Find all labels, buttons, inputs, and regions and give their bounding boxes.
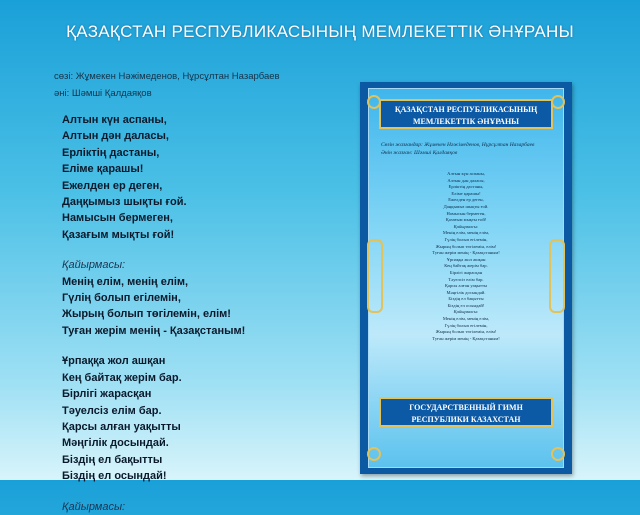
- lyric-line: Қарсы алған уақытты: [62, 420, 181, 433]
- refrain-label: Қайырмасы:: [62, 259, 126, 272]
- poster-lyric-line: Қарсы алған уақытты: [444, 283, 488, 289]
- stanza-gap: [62, 243, 362, 257]
- poster-lyric-line: Ежелден ер деген,: [448, 197, 484, 203]
- lyric-line: Жырың болып төгілемін, елім!: [62, 308, 231, 321]
- poster-lyric-line: Мәңгілік досындай.: [446, 289, 486, 295]
- poster-lyric-line: Алтын күн аспаны,: [447, 171, 485, 176]
- poster-lyric-line: Гүлің болып егілемін,: [444, 236, 488, 242]
- poster-credit-music: Әнін жазған: Шәмші Қалдаяқов: [381, 150, 458, 156]
- poster-refrain-label: Қайырмасы:: [453, 309, 479, 315]
- poster-lyric-line: Бірлігі жарасқан: [449, 269, 483, 275]
- lyric-line: Ерліктің дастаны,: [62, 146, 160, 159]
- poster-lyric-line: Кең байтақ жерім бар.: [444, 263, 488, 269]
- poster-refrain-label: Қайырмасы:: [453, 223, 479, 229]
- poster-lyric-line: Еліме қарашы!: [451, 190, 481, 196]
- lyric-line: Алтын күн аспаны,: [62, 114, 167, 126]
- poster-lyric-line: Гүлің болып егілемін,: [444, 322, 488, 328]
- poster-lyric-line: Біздің ел осындай!: [447, 302, 485, 308]
- lyric-line: Біздің ел бақытты: [62, 453, 163, 466]
- ornament-icon: [551, 447, 565, 461]
- credit-words: сөзі: Жұмекен Нәжімеденов, Нұрсұлтан Назарбаев: [54, 71, 280, 82]
- ornament-icon: [367, 239, 383, 313]
- poster-lyric-line: Ерліктің дастаны,: [448, 184, 484, 190]
- poster-credit-words: Сөзін жазғандар: Жұмекен Нәжімеденов, Нұрсұлтан Назарбаев: [381, 142, 535, 148]
- poster-lyric-line: Жырың болып төгілемін, елім!: [435, 243, 497, 249]
- poster-bottom-banner: ГОСУДАРСТВЕННЫЙ ГИМН РЕСПУБЛИКИ КАЗАХСТАН: [379, 397, 553, 427]
- poster-lyric-line: Ұрпаққа жол ашқан: [446, 256, 486, 262]
- lyric-line: Ұрпаққа жол ашқан: [62, 355, 166, 368]
- lyric-line: Еліме қарашы!: [62, 163, 144, 176]
- poster-lyric-line: Менің елім, менің елім,: [442, 316, 490, 322]
- refrain-label: Қайырмасы:: [62, 500, 126, 513]
- lyric-line: Алтын дән даласы,: [62, 130, 169, 143]
- stanza-gap: [62, 339, 362, 353]
- poster-lyric-line: Туған жерім менің - Қазақстаным!: [432, 335, 500, 341]
- lyric-line: Мәңгілік досындай.: [62, 437, 169, 450]
- lyric-line: Ежелден ер деген,: [62, 179, 163, 192]
- poster-title-banner: ҚАЗАҚСТАН РЕСПУБЛИКАСЫНЫҢ МЕМЛЕКЕТТІК ӘНҰРАНЫ: [379, 99, 553, 129]
- ornament-icon: [367, 447, 381, 461]
- lyric-line: Менің елім, менің елім,: [62, 275, 189, 288]
- poster-lyrics: [391, 171, 541, 391]
- poster-lyric-line: Біздің ел бақытты: [448, 296, 484, 302]
- lyric-line: Бірлігі жарасқан: [62, 388, 152, 401]
- poster-lyric-line: Тәуелсіз елім бар.: [448, 276, 484, 282]
- lyric-line: Біздің ел осындай!: [62, 470, 167, 483]
- anthem-lyrics: [62, 112, 362, 515]
- poster-lyric-line: Қазағым мықты ғой!: [445, 217, 487, 223]
- lyric-line: Гүлің болып егілемін,: [62, 292, 181, 305]
- anthem-poster: [360, 82, 572, 474]
- lyric-line: Даңқымыз шықты ғой.: [62, 196, 187, 209]
- poster-lyric-line: Туған жерім менің - Қазақстаным!: [432, 250, 500, 256]
- poster-lyric-line: Даңқымыз шықты ғой.: [443, 203, 489, 209]
- lyric-line: Туған жерім менің - Қазақстаным!: [62, 324, 246, 337]
- lyric-line: Қазағым мықты ғой!: [62, 228, 175, 241]
- poster-credits: [381, 141, 551, 157]
- lyric-line: Намысын бермеген,: [62, 212, 173, 225]
- stanza-gap: [62, 485, 362, 499]
- lyric-line: Тәуелсіз елім бар.: [62, 404, 162, 417]
- poster-lyric-line: Намысын бермеген,: [446, 210, 486, 216]
- poster-lyric-line: Алтын дән даласы,: [447, 177, 485, 183]
- lyric-line: Кең байтақ жерім бар.: [62, 371, 182, 384]
- ornament-icon: [551, 95, 565, 109]
- poster-lyric-line: Жырың болып төгілемін, елім!: [435, 329, 497, 335]
- poster-lyric-line: Менің елім, менің елім,: [442, 230, 490, 236]
- credit-music: әні: Шәмші Қалдаяқов: [54, 88, 152, 99]
- slide-title: ҚАЗАҚСТАН РЕСПУБЛИКАСЫНЫҢ МЕМЛЕКЕТТІК ӘНҰРАНЫ: [66, 22, 574, 41]
- poster-background: [368, 88, 564, 468]
- ornament-icon: [549, 239, 565, 313]
